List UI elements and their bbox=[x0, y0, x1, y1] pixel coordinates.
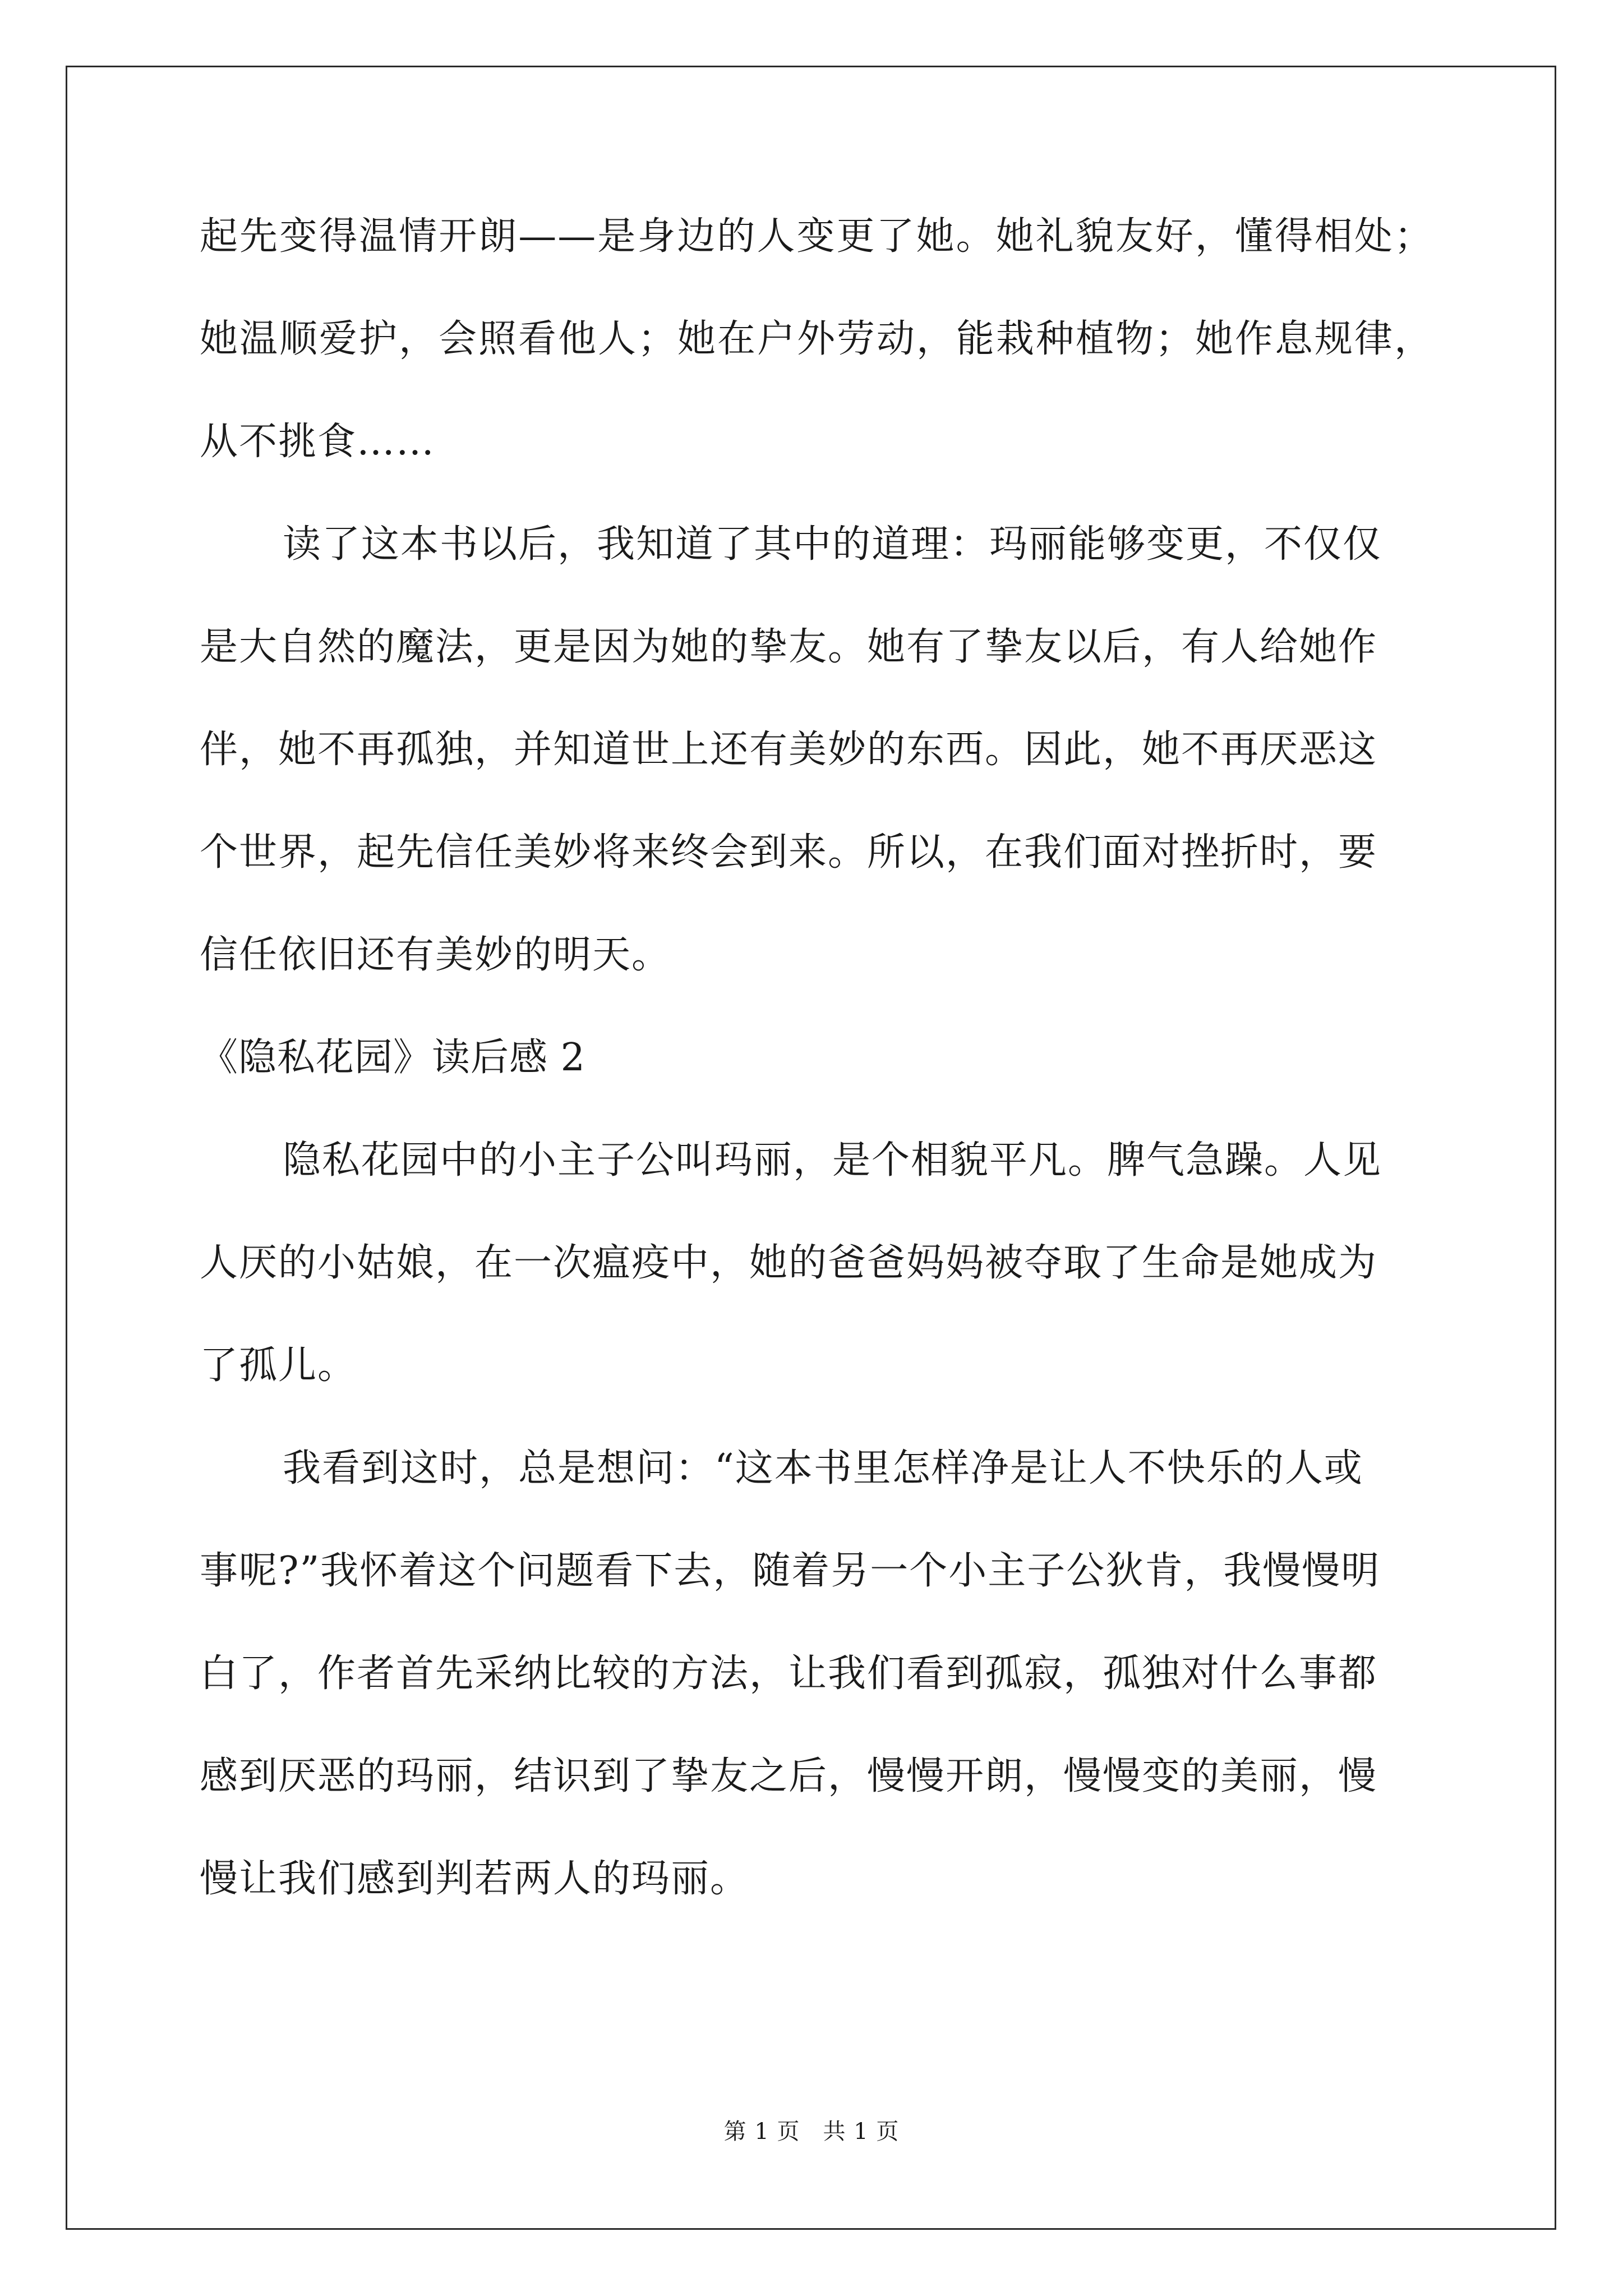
paragraph-first-line: 我看到这时，总是想问：“这本书里怎样净是让人不快乐的人或 bbox=[283, 1446, 1363, 1490]
text-line: 伴，她不再孤独，并知道世上还有美妙的东西。因此，她不再厌恶这 bbox=[200, 728, 1378, 772]
document-body bbox=[200, 185, 1433, 1930]
paragraph-first-line: 隐私花园中的小主子公叫玛丽，是个相貌平凡。脾气急躁。人见 bbox=[283, 1138, 1382, 1182]
section-heading: 《隐私花园》读后感 2 bbox=[200, 1036, 585, 1080]
text-line: 是大自然的魔法，更是因为她的挚友。她有了挚友以后，有人给她作 bbox=[200, 625, 1378, 669]
text-line: 事呢?”我怀着这个问题看下去，随着另一个小主子公狄肯，我慢慢明 bbox=[200, 1549, 1381, 1593]
text-line: 信任依旧还有美妙的明天。 bbox=[200, 933, 671, 977]
page-number-footer: 第 1 页 共 1 页 bbox=[723, 2119, 900, 2145]
text-line: 白了，作者首先采纳比较的方法，让我们看到孤寂，孤独对什么事都 bbox=[200, 1651, 1378, 1696]
text-line: 起先变得温情开朗——是身边的人变更了她。她礼貌友好，懂得相处； bbox=[200, 214, 1433, 259]
text-line: 她温顺爱护，会照看他人；她在户外劳动，能栽种植物；她作息规律， bbox=[200, 317, 1433, 361]
text-line: 人厌的小姑娘，在一次瘟疫中，她的爸爸妈妈被夺取了生命是她成为 bbox=[200, 1241, 1378, 1285]
paragraph-first-line: 读了这本书以后，我知道了其中的道理：玛丽能够变更，不仅仅 bbox=[283, 522, 1382, 567]
text-line: 慢让我们感到判若两人的玛丽。 bbox=[200, 1857, 750, 1901]
text-line: 个世界，起先信任美妙将来终会到来。所以，在我们面对挫折时，要 bbox=[200, 830, 1378, 875]
text-line: 从不挑食…… bbox=[200, 420, 436, 464]
text-line: 了孤儿。 bbox=[200, 1343, 357, 1388]
text-line: 感到厌恶的玛丽，结识到了挚友之后，慢慢开朗，慢慢变的美丽，慢 bbox=[200, 1754, 1378, 1798]
